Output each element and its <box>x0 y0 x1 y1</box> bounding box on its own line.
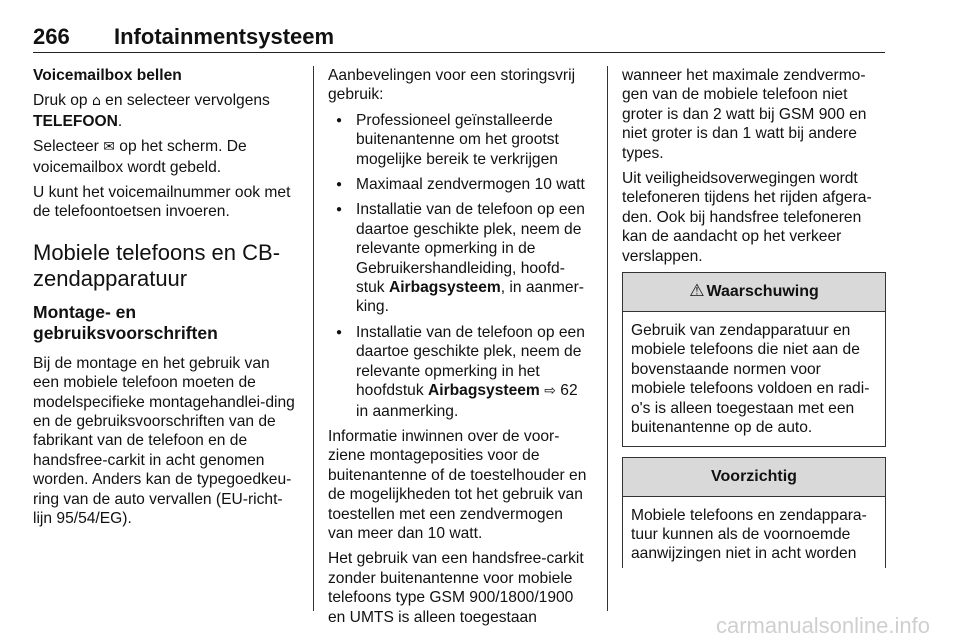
antenna-info-paragraph: Informatie inwinnen over de voor-ziene montageposities voor de buitenantenne of de toestelhouder en de mogelijkheden tot het gebruik van toestellen met een zendvermogen van meer dan 10 watt. <box>328 427 587 542</box>
recommendations-list <box>328 111 592 421</box>
montage-paragraph: Bij de montage en het gebruik van een mobiele telefoon moeten de modelspecifieke montagehandlei-ding en de gebruiksvoorschriften van de fabrikant van de telefoon en de handsfree-carkit in acht genomen worden. Anders kan de typegoedkeu-ring van de auto vervallen (EU-richt-lijn 95/54/EG). <box>33 354 295 528</box>
voicemail-step-1: Druk op ⌂ en selecteer vervolgens TELEFOON. <box>33 92 270 130</box>
airbag-ref-label: Airbagsysteem <box>388 279 501 297</box>
warning-box <box>622 272 886 446</box>
caution-header <box>623 458 885 497</box>
voicemail-note: U kunt het voicemailnummer ook met de telefoontoetsen invoeren. <box>33 184 291 221</box>
warning-header <box>623 273 885 312</box>
voicemail-step-2: Selecteer ✉ op het scherm. De voicemailbox wordt gebeld. <box>33 138 247 176</box>
column-1 <box>33 66 299 535</box>
recommendations-intro: Aanbevelingen voor een storingsvrij gebruik: <box>328 67 576 104</box>
telefoon-label: TELEFOON <box>33 112 118 130</box>
column-divider-2 <box>607 66 608 611</box>
warning-body: Gebruik van zendapparatuur en mobiele telefoons die niet aan de bovenstaande normen voor mobiele telefoons voldoen en radi-o's is alleen toegestaan met een buitenantenne op de auto. <box>631 322 870 437</box>
transmit-power-paragraph: wanneer het maximale zendvermo-gen van de mobiele telefoon niet groter is dan 2 watt bij GSM 900 en niet groter is dan 1 watt bij andere types. <box>622 67 867 162</box>
column-2 <box>328 66 592 633</box>
page-number: 266 <box>33 24 70 49</box>
safety-paragraph: Uit veiligheidsoverwegingen wordt telefoneren tijdens het rijden afgera-den. Ook bij handsfree telefoneren kan de aandacht op het verkeer verslappen. <box>622 170 872 265</box>
section-title: Mobiele telefoons en CB-zendapparatuur <box>33 239 281 291</box>
site-watermark: carmanualsonline.info <box>715 613 930 638</box>
voicemail-heading: Voicemailbox bellen <box>33 67 182 84</box>
voicemail-icon: ✉ <box>103 139 115 156</box>
warning-title: Waarschuwing <box>706 283 819 301</box>
handsfree-paragraph: Het gebruik van een handsfree-carkit zonder buitenantenne voor mobiele telefoons type GSM 900/1800/1900 en UMTS is alleen toegestaan <box>328 550 584 626</box>
caution-title: Voorzichtig <box>711 467 797 485</box>
list-item: ● Installatie van de telefoon op een daartoe geschikte plek, neem de relevante opmerking in de Gebruikershandleiding, hoofd-stuk Airbagsysteem, in aanmer-king. <box>328 200 592 316</box>
subsection-title: Montage- en gebruiksvoorschriften <box>33 301 218 343</box>
warning-triangle-icon: ⚠ <box>689 281 705 302</box>
caution-body: Mobiele telefoons en zendappara-tuur kunnen als de voornoemde aanwijzingen niet in acht worden <box>631 506 867 563</box>
list-item: ● Maximaal zendvermogen 10 watt <box>328 175 592 194</box>
airbag-ref-label: Airbagsysteem <box>427 382 540 400</box>
caution-box <box>622 457 886 568</box>
column-divider-1 <box>313 66 314 611</box>
column-3 <box>622 66 886 568</box>
chapter-title: Infotainmentsysteem <box>114 24 335 49</box>
home-icon: ⌂ <box>91 93 101 110</box>
page-reference-icon: ⇨ <box>539 383 556 400</box>
page-header <box>33 24 885 53</box>
list-item: ● Professioneel geïnstalleerde buitenantenne om het grootst mogelijke bereik te verkrijgen <box>328 111 592 169</box>
list-item: ● Installatie van de telefoon op een daartoe geschikte plek, neem de relevante opmerking in het hoofdstuk Airbagsysteem ⇨ 62 in aanmerking. <box>328 323 592 421</box>
